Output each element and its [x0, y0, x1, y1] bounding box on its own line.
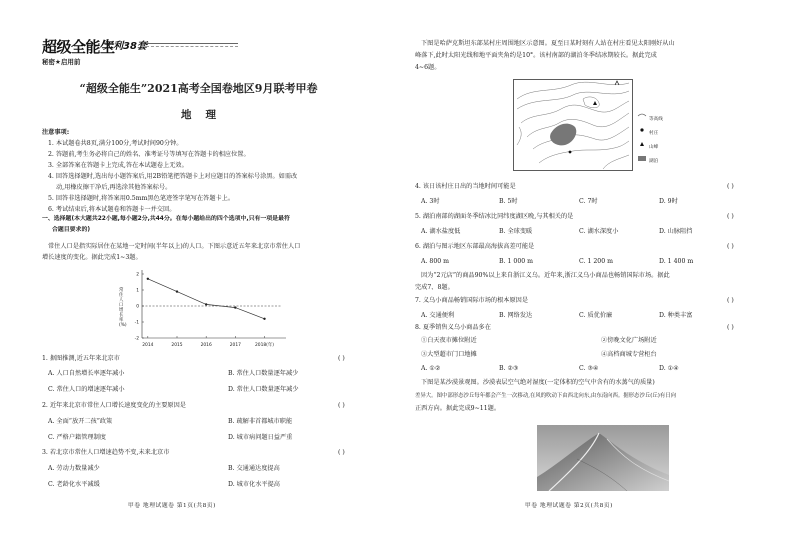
y-tick-label: -2 [134, 336, 139, 342]
question-3-option-b[interactable]: B. 交通通达度提高 [228, 465, 280, 472]
question-4-option-a[interactable]: A. 3时 [421, 198, 440, 205]
passage-text: 正西方向。据此完成9~11题。 [415, 405, 501, 412]
brand-logo: 超级全能生 [42, 38, 115, 56]
answer-blank[interactable]: ( ) [727, 297, 734, 304]
question-8-choice: ②傍晚文化广场附近 [601, 337, 657, 344]
passage-text: 差异大。图中部形态沙丘每年都会产生一次移动,在风的吹动下由西北向东,由东南向西。据形态沙丘(丘)有日向 [415, 393, 676, 399]
passage-text: 增长速度的变化。据此完成1~3题。 [42, 254, 142, 261]
legend-label: 湖泊 [649, 159, 659, 164]
question-7-option-a[interactable]: A. 交通便利 [421, 312, 455, 319]
x-tick-label: 2018(年) [255, 343, 274, 348]
question-1-stem: 1. 据图推测,近五年来北京市 [42, 355, 120, 362]
question-8-choice: ①白天夜市摊位附近 [421, 337, 477, 344]
question-5-option-b[interactable]: B. 全球变暖 [499, 228, 533, 235]
question-7-option-d[interactable]: D. 种类丰富 [659, 312, 693, 319]
question-2-option-c[interactable]: C. 严格户籍管理制度 [48, 434, 106, 441]
data-point [234, 306, 236, 308]
question-1-option-b[interactable]: B. 常住人口数量逐年减少 [228, 370, 299, 377]
passage-text: 常住人口是指实际居住在某地一定时间(半年以上)的人口。下图示意近五年来北京市常住人口 [48, 243, 301, 250]
answer-blank[interactable]: ( ) [727, 213, 734, 220]
question-6-option-a[interactable]: A. 800 m [421, 258, 450, 265]
series-line [148, 279, 265, 319]
page-footer: 甲卷 地理试题卷 第2页(共8页) [525, 503, 613, 509]
page-footer: 甲卷 地理试题卷 第1页(共8页) [128, 503, 216, 509]
question-7-option-b[interactable]: B. 网络发达 [499, 312, 533, 319]
map-legend [649, 113, 679, 169]
passage-text: 因为“2元店”的商品90%以上来自浙江义乌。近年来,浙江义乌小商品也畅销国际市场。据此 [421, 272, 670, 279]
question-1-option-d[interactable]: D. 常住人口数量逐年减少 [228, 386, 299, 393]
x-tick-label: 2015 [171, 343, 183, 348]
notes-heading: 注意事项: [42, 129, 70, 136]
legend-label: 山峰 [649, 145, 659, 150]
note-item: 5. 回答非选择题时,将答案用0.5mm黑色笔迹签字笔写在答题卡上。 [48, 195, 235, 202]
note-item: 3. 全部答案在答题卡上完成,答在本试题卷上无效。 [48, 162, 188, 169]
data-point [147, 278, 149, 280]
passage-text: 下图是某沙漠景观图。沙漠表层空气绝对湿度(一定体积的空气中含有的水蒸气的质量) [421, 379, 655, 386]
question-7-stem: 7. 义乌小商品畅销国际市场的根本原因是 [415, 297, 529, 304]
question-8-choice: ④高档商城专营柜台 [601, 351, 657, 358]
question-8-option-c[interactable]: C. ③④ [579, 365, 599, 372]
question-5-option-a[interactable]: A. 湖水盐度低 [421, 228, 461, 235]
legend-label: 村庄 [649, 131, 659, 136]
y-tick-label: 0 [136, 304, 139, 310]
question-5-option-d[interactable]: D. 山脉阻挡 [659, 228, 693, 235]
question-6-option-c[interactable]: C. 1 200 m [579, 258, 613, 265]
question-3-option-d[interactable]: D. 城市化水平提高 [228, 481, 280, 488]
x-tick-label: 2017 [229, 343, 241, 348]
subject-title: 地理 [181, 109, 230, 121]
y-tick-label: 1 [136, 288, 139, 294]
answer-blank[interactable]: ( ) [338, 449, 345, 456]
question-2-stem: 2. 近年来北京市常住人口增长速度变化的主要原因是 [42, 402, 186, 409]
section-heading-cont: 合题目要求的) [52, 227, 91, 233]
question-8-option-d[interactable]: D. ①④ [659, 365, 679, 372]
chart-axes [135, 270, 286, 348]
question-2-option-a[interactable]: A. 全面“放开二孩”政策 [48, 418, 113, 425]
x-tick-label: 2016 [200, 343, 212, 348]
answer-blank[interactable]: ( ) [338, 355, 345, 362]
question-7-option-c[interactable]: C. 质优价廉 [579, 312, 613, 319]
question-6-stem: 6. 湖泊与图示地区东部最高海拔高差可能是 [415, 243, 535, 250]
chart-y-axis-label: 常住人口增长率(%) [119, 288, 127, 328]
peak-legend-icon [640, 142, 644, 146]
village-marker [569, 151, 572, 154]
note-item: 6. 考试结束后,将本试题卷和答题卡一并交回。 [48, 206, 176, 213]
note-item: 4. 回答选择题时,选出每小题答案后,用2B铅笔把答题卡上对应题目的答案标号涂黑。如需改 [48, 173, 298, 180]
answer-blank[interactable]: ( ) [727, 324, 734, 331]
lake-legend-icon [638, 156, 646, 161]
secret-label: 秘密★启用前 [42, 58, 81, 66]
data-point [263, 318, 265, 320]
question-4-option-d[interactable]: D. 9时 [659, 198, 678, 205]
brand-badge: 天利38套 [103, 41, 147, 52]
chart-marks [147, 278, 266, 320]
question-4-stem: 4. 该日该村庄日出的当地时间可能是 [415, 183, 516, 190]
question-3-stem: 3. 若北京市常住人口增速趋势不变,未来北京市 [42, 449, 170, 456]
question-8-stem: 8. 夏季销售义乌小商品多在 [415, 324, 491, 331]
note-item: 动,用橡皮擦干净后,再选涂其他答案标号。 [56, 184, 172, 191]
question-5-option-c[interactable]: C. 湖水深度小 [579, 228, 619, 235]
question-8-choice: ③大型超市门口地摊 [421, 351, 477, 358]
question-2-option-d[interactable]: D. 城市病问题日益严重 [228, 434, 293, 441]
answer-blank[interactable]: ( ) [727, 183, 734, 190]
question-3-option-c[interactable]: C. 老龄化水平减缓 [48, 481, 100, 488]
question-1-option-a[interactable]: A. 人口自然增长率逐年减小 [48, 370, 125, 377]
passage-text: 下图是哈萨克斯坦东部某村庄周围地区示意图。夏至日某时刻有人站在村庄看见太阳刚好从山 [421, 40, 675, 47]
data-point [176, 290, 178, 292]
y-tick-label: 2 [136, 272, 139, 278]
desert-photo [537, 425, 669, 491]
question-8-option-a[interactable]: A. ①② [421, 365, 441, 372]
question-2-option-b[interactable]: B. 疏解非首都城市职能 [228, 418, 293, 425]
legend-label: 等高线 [649, 117, 663, 122]
answer-blank[interactable]: ( ) [338, 402, 345, 409]
x-tick-label: 2014 [142, 343, 154, 348]
question-8-option-b[interactable]: B. ②③ [499, 365, 519, 372]
topographic-map [513, 79, 633, 171]
exam-title: “超级全能生”2021高考全国卷地区9月联考甲卷 [79, 82, 318, 95]
answer-blank[interactable]: ( ) [727, 243, 734, 250]
passage-text: 4~6题。 [415, 64, 441, 71]
passage-text: 峰落下,此时太阳光线和地平面夹角约是10°。该村南部的湖泊冬季结冰期较长。据此完成 [415, 52, 657, 59]
data-point [205, 303, 207, 305]
passage-text: 完成7、8题。 [415, 284, 454, 291]
brand-decoration [146, 43, 238, 47]
contour-legend-icon [638, 114, 646, 116]
question-6-option-b[interactable]: B. 1 000 m [499, 258, 534, 265]
exam-page-right [397, 0, 794, 543]
note-item: 1. 本试题卷共8页,满分100分,考试时间90分钟。 [48, 140, 183, 147]
question-6-option-d[interactable]: D. 1 400 m [659, 258, 694, 265]
question-3-option-a[interactable]: A. 劳动力数量减少 [48, 465, 100, 472]
population-growth-chart [122, 266, 292, 350]
question-4-option-c[interactable]: C. 7时 [579, 198, 598, 205]
question-5-stem: 5. 湖泊南部的湖面冬季结冰比同纬度湖区晚,与其相关的是 [415, 213, 574, 220]
question-1-option-c[interactable]: C. 常住人口的增速逐年减小 [48, 386, 125, 393]
question-4-option-b[interactable]: B. 5时 [499, 198, 518, 205]
section-heading: 一、选择题(本大题共22小题,每小题2分,共44分。在每小题给出的四个选项中,只有一项是最符 [42, 216, 290, 222]
village-legend-icon [640, 128, 643, 131]
note-item: 2. 答题前,考生务必将自己的姓名、准考证号等填写在答题卡的相应位置。 [48, 151, 250, 158]
y-tick-label: -1 [134, 320, 139, 326]
